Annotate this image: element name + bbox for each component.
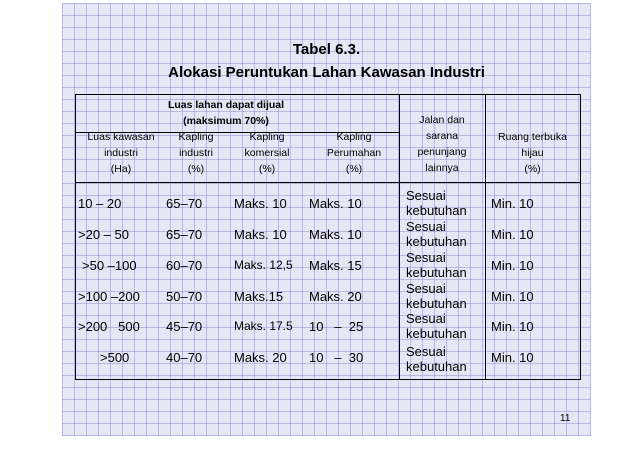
- cell-perumahan: 10 – 25: [309, 319, 364, 334]
- allocation-table: [75, 94, 581, 380]
- header-line: Luas kawasan: [87, 131, 155, 143]
- cell-jalan: [406, 250, 467, 280]
- header-jalan: [399, 112, 485, 176]
- header-perumahan: [312, 129, 396, 177]
- header-ruang: [485, 129, 580, 177]
- cell-luas: >20 – 50: [78, 227, 129, 242]
- header-line: industri: [179, 147, 213, 159]
- header-line: Perumahan: [326, 147, 382, 159]
- header-line: (Ha): [110, 163, 132, 175]
- cell-luas: >500: [100, 350, 130, 365]
- cell-luas: >50 –100: [82, 258, 137, 273]
- header-line: komersial: [244, 147, 290, 159]
- cell-perumahan: Maks. 20: [309, 289, 362, 304]
- cell-ruang: Min. 10: [491, 258, 534, 273]
- cell-jalan-line: Sesuai: [406, 188, 446, 203]
- table-subtitle: Alokasi Peruntukan Lahan Kawasan Industri: [168, 64, 485, 81]
- cell-perumahan: Maks. 10: [309, 227, 362, 242]
- cell-jalan-line: kebutuhan: [406, 326, 467, 341]
- group-header-line: (maksimum 70%): [183, 115, 269, 127]
- page-number: 11: [560, 413, 571, 424]
- cell-komersial: Maks.15: [234, 289, 284, 304]
- cell-ruang: Min. 10: [491, 319, 534, 334]
- cell-luas: >100 –200: [78, 289, 140, 304]
- header-industri: [164, 129, 228, 177]
- cell-industri: 50–70: [166, 289, 203, 304]
- cell-jalan: [406, 188, 467, 218]
- cell-jalan: [406, 281, 467, 311]
- cell-komersial: Maks. 12,5: [234, 258, 293, 272]
- cell-industri: 60–70: [166, 258, 203, 273]
- cell-komersial: Maks. 17.5: [234, 319, 293, 333]
- cell-jalan-line: Sesuai: [406, 344, 446, 359]
- group-header-line: Luas lahan dapat dijual: [167, 99, 285, 111]
- cell-jalan-line: kebutuhan: [406, 359, 467, 374]
- table-title: Tabel 6.3.: [292, 41, 361, 58]
- header-line: hijau: [521, 147, 544, 159]
- cell-ruang: Min. 10: [491, 350, 534, 365]
- header-line: industri: [104, 147, 138, 159]
- header-line: Kapling: [249, 131, 285, 143]
- cell-perumahan: 10 – 30: [309, 350, 364, 365]
- cell-komersial: Maks. 10: [234, 196, 287, 211]
- header-line: Kapling: [336, 131, 372, 143]
- cell-perumahan: Maks. 10: [309, 196, 362, 211]
- cell-ruang: Min. 10: [491, 289, 534, 304]
- cell-jalan: [406, 219, 467, 249]
- cell-luas: >200 500: [78, 319, 140, 334]
- cell-komersial: Maks. 20: [234, 350, 287, 365]
- header-divider: [76, 182, 580, 183]
- cell-jalan-line: Sesuai: [406, 219, 446, 234]
- cell-jalan: [406, 311, 467, 341]
- cell-jalan: [406, 344, 467, 374]
- header-luas: [76, 129, 166, 177]
- header-line: Kapling: [178, 131, 214, 143]
- group-header: [146, 97, 306, 129]
- cell-industri: 45–70: [166, 319, 203, 334]
- cell-ruang: Min. 10: [491, 196, 534, 211]
- cell-komersial: Maks. 10: [234, 227, 287, 242]
- cell-perumahan: Maks. 15: [309, 258, 362, 273]
- header-line: sarana: [425, 130, 459, 142]
- header-line: lainnya: [425, 162, 459, 174]
- cell-ruang: Min. 10: [491, 227, 534, 242]
- cell-jalan-line: kebutuhan: [406, 265, 467, 280]
- header-line: (%): [258, 163, 276, 175]
- cell-industri: 40–70: [166, 350, 203, 365]
- header-line: penunjang: [417, 146, 467, 158]
- cell-industri: 65–70: [166, 227, 203, 242]
- header-line: (%): [524, 163, 541, 175]
- cell-jalan-line: kebutuhan: [406, 203, 467, 218]
- header-komersial: [228, 129, 306, 177]
- cell-luas: 10 – 20: [78, 196, 122, 211]
- cell-jalan-line: Sesuai: [406, 311, 446, 326]
- header-line: Ruang terbuka: [498, 131, 567, 143]
- cell-jalan-line: Sesuai: [406, 250, 446, 265]
- header-line: (%): [187, 163, 205, 175]
- cell-industri: 65–70: [166, 196, 203, 211]
- header-line: (%): [345, 163, 363, 175]
- cell-jalan-line: kebutuhan: [406, 234, 467, 249]
- cell-jalan-line: Sesuai: [406, 281, 446, 296]
- header-line: Jalan dan: [419, 114, 465, 126]
- cell-jalan-line: kebutuhan: [406, 296, 467, 311]
